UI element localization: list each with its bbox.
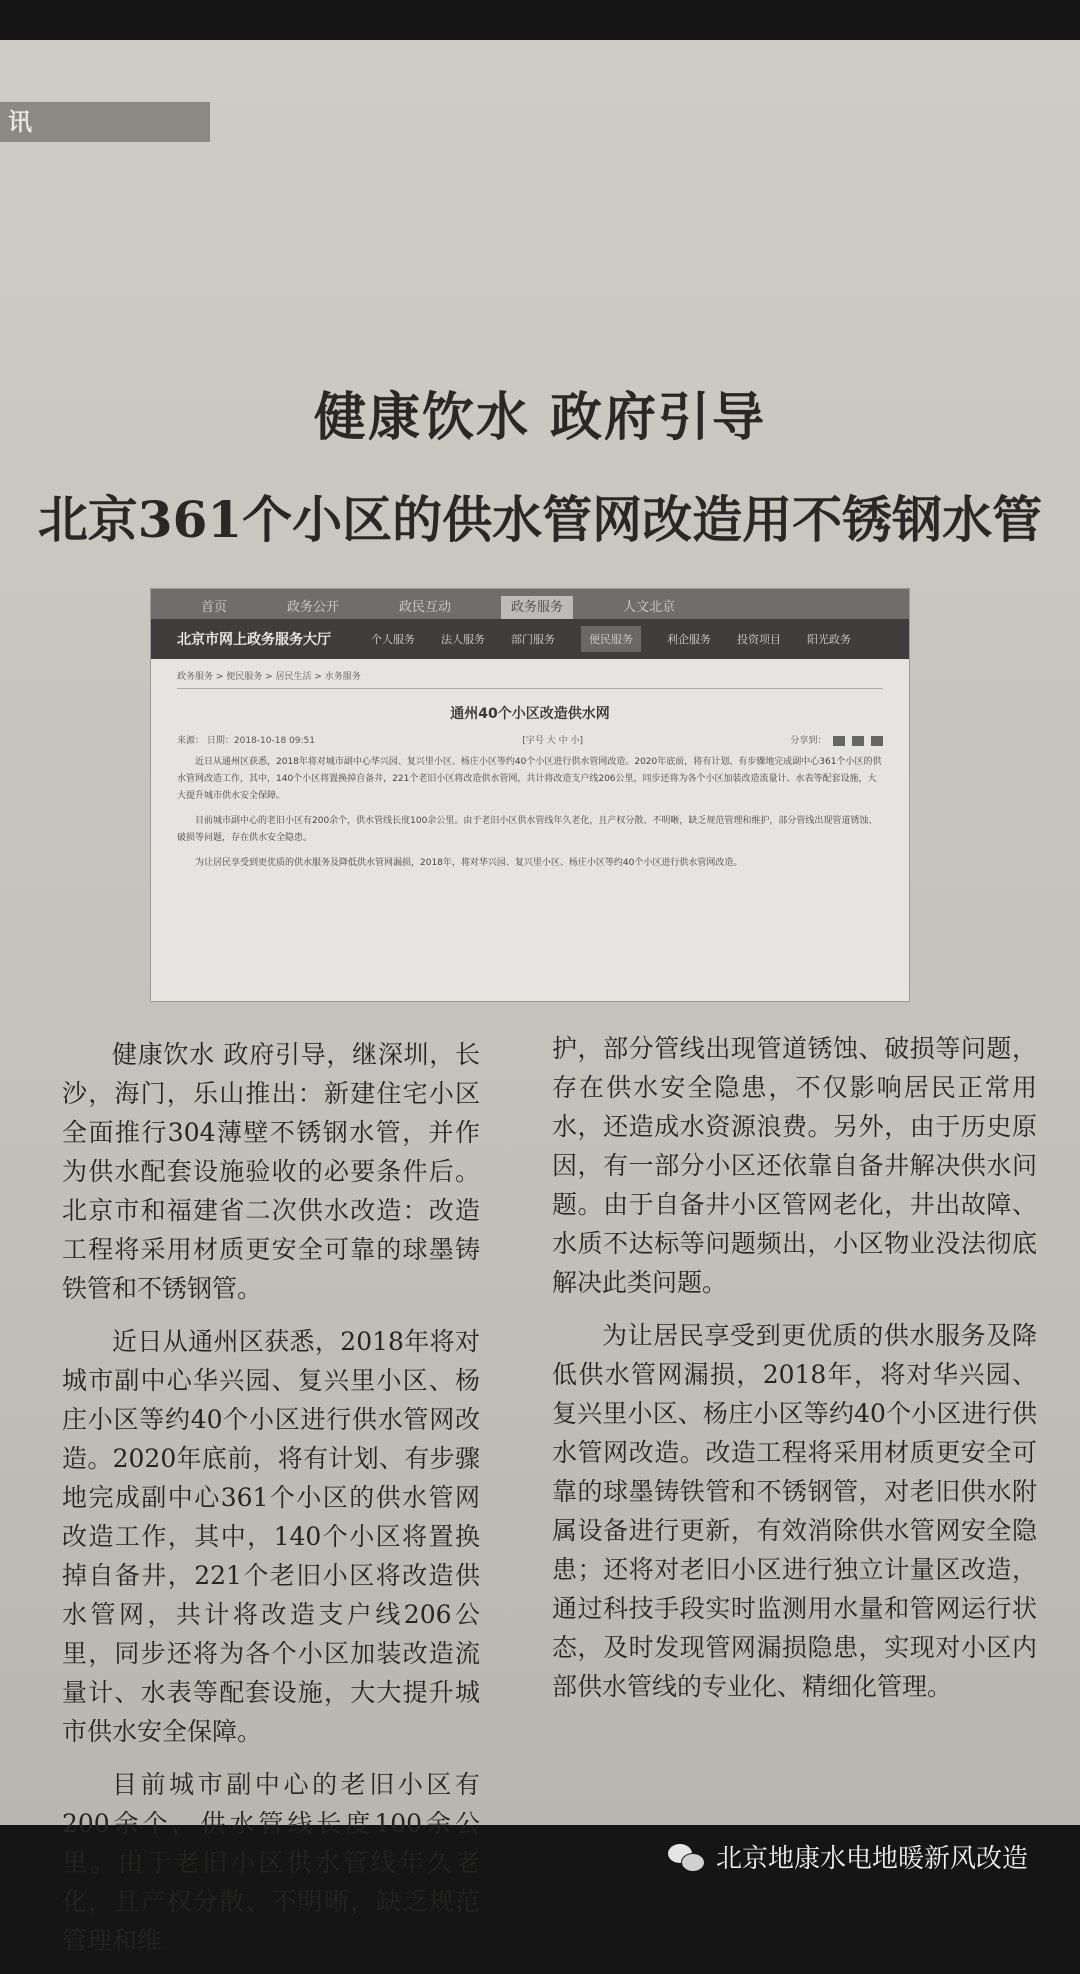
news-date: 日期：2018-10-18 09:51 xyxy=(206,736,315,746)
nav-item: 投资项目 xyxy=(737,633,781,646)
news-paragraph: 目前城市副中心的老旧小区有200余个，供水管线长度100余公里。由于老旧小区供水管线年久老化，且产权分散、不明晰，缺乏规范管理和维护，部分管线出现管道锈蚀、破损等问题，存在供水安全隐患。 xyxy=(177,816,878,843)
website-nav-bar xyxy=(151,619,909,659)
article-column-left xyxy=(62,1035,480,1974)
news-source: 来源： xyxy=(177,736,205,746)
top-tab: 政务服务 xyxy=(501,596,573,619)
share-icon xyxy=(871,736,883,746)
section-tag: 讯 xyxy=(0,102,210,142)
nav-item: 个人服务 xyxy=(371,633,415,646)
nav-item: 便民服务 xyxy=(581,626,641,652)
top-tab: 人文北京 xyxy=(623,600,676,615)
nav-item: 利企服务 xyxy=(667,633,711,646)
website-screenshot xyxy=(150,588,910,1002)
website-top-tabs xyxy=(151,589,909,619)
website-body xyxy=(151,659,909,882)
article-paragraph: 近日从通州区获悉，2018年将对城市副中心华兴园、复兴里小区、杨庄小区等约40个小区进行供水管网改造。2020年底前，将有计划、有步骤地完成副中心361个小区的供水管网改造工作，其中，140个小区将置换掉自备井，221个老旧小区将改造供水管网，共计将改造支户线206公里，同步还将为各个小区加装改造流量计、水表等配套设施，大大提升城市供水安全保障。 xyxy=(62,1327,480,1746)
font-size-control: [字号 大 中 小] xyxy=(522,736,583,746)
share-icon xyxy=(852,736,864,746)
news-title: 通州40个小区改造供水网 xyxy=(450,706,610,722)
article-paragraph: 护，部分管线出现管道锈蚀、破损等问题，存在供水安全隐患，不仅影响居民正常用水，还造成水资源浪费。另外，由于历史原因，有一部分小区还依靠自备井解决供水问题。由于自备井小区管网老化，井出故障、水质不达标等问题频出，小区物业没法彻底解决此类问题。 xyxy=(552,1034,1037,1297)
watermark-text: 北京地康水电地暖新风改造 xyxy=(716,1844,1029,1874)
article-paragraph: 为让居民享受到更优质的供水服务及降低供水管网漏损，2018年，将对华兴园、复兴里小区、杨庄小区等约40个小区进行供水管网改造。改造工程将采用材质更安全可靠的球墨铸铁管和不锈钢管，对老旧供水附属设备进行更新，有效消除供水管网安全隐患；还将对老旧小区进行独立计量区改造，通过科技手段实时监测用水量和管网运行状态，及时发现管网漏损隐患，实现对小区内部供水管线的专业化、精细化管理。 xyxy=(552,1321,1037,1701)
nav-item: 部门服务 xyxy=(511,633,555,646)
watermark xyxy=(668,1838,1028,1875)
share-icon xyxy=(833,736,845,746)
news-paragraph: 为让居民享受到更优质的供水服务及降低供水管网漏损，2018年，将对华兴园、复兴里小区、杨庄小区等约40个小区进行供水管网改造。 xyxy=(195,858,743,868)
share-row xyxy=(790,733,883,746)
top-tab: 政民互动 xyxy=(399,600,452,615)
nav-item: 法人服务 xyxy=(441,633,485,646)
website-name: 北京市网上政务服务大厅 xyxy=(177,632,331,648)
top-tab: 政务公开 xyxy=(287,600,340,615)
wechat-icon xyxy=(668,1842,706,1872)
nav-item: 阳光政务 xyxy=(807,633,851,646)
news-meta xyxy=(177,733,883,746)
article-title-line2: 北京361个小区的供水管网改造用不锈钢水管 xyxy=(37,490,1043,549)
article-title-line1: 健康饮水 政府引导 xyxy=(313,387,767,448)
article-paragraph: 健康饮水 政府引导，继深圳，长沙，海门，乐山推出：新建住宅小区全面推行304薄壁不锈钢水管，并作为供水配套设施验收的必要条件后。北京市和福建省二次供水改造：改造工程将采用材质更安全可靠的球墨铸铁管和不锈钢管。 xyxy=(62,1040,480,1303)
article-paragraph: 目前城市副中心的老旧小区有200余个，供水管线长度100余公里。由于老旧小区供水管线年久老化，且产权分散、不明晰，缺乏规范管理和维 xyxy=(62,1770,480,1955)
share-label: 分享到： xyxy=(790,736,827,746)
news-paragraph: 近日从通州区获悉，2018年将对城市副中心华兴园、复兴里小区、杨庄小区等约40个小区进行供水管网改造。2020年底前，将有计划、有步骤地完成副中心361个小区的供水管网改造工作，其中，140个小区将置换掉自备井，221个老旧小区将改造供水管网，共计将改造支户线206公里，同步还将为各个小区加装改造流量计、水表等配套设施，大大提升城市供水安全保障。 xyxy=(177,757,882,801)
breadcrumb: 政务服务 > 便民服务 > 居民生活 > 水务服务 xyxy=(177,669,883,689)
top-tab: 首页 xyxy=(201,600,228,615)
article-column-right xyxy=(552,1029,1037,1720)
